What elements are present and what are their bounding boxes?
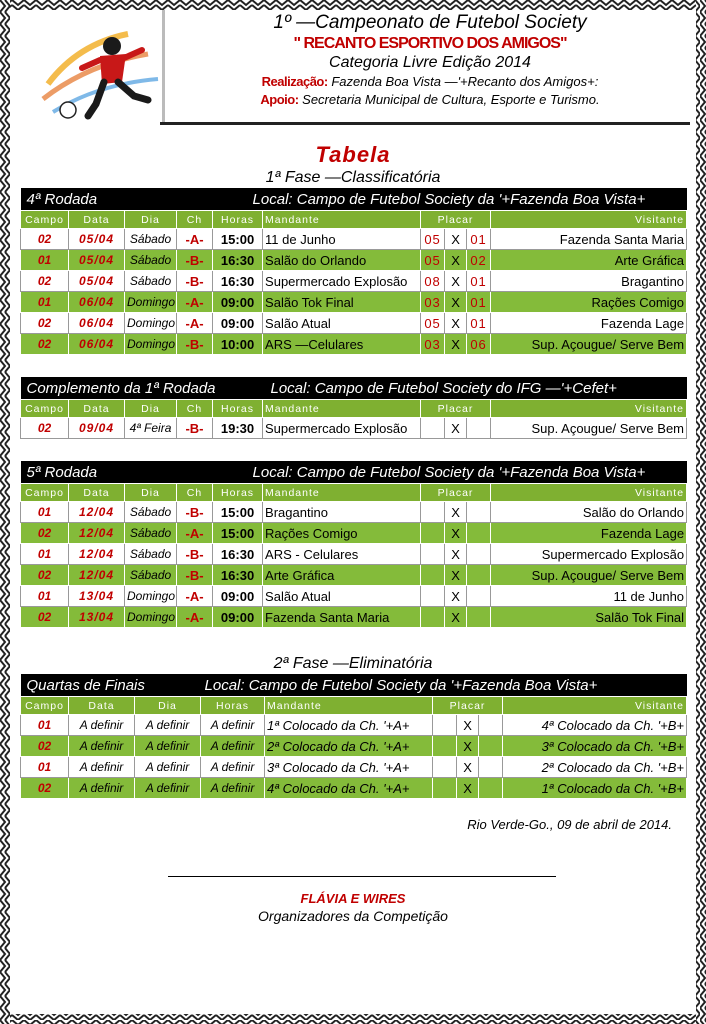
support-line: [170, 91, 690, 109]
cell-dia: 4ª Feira: [125, 418, 177, 439]
cell-hora: 16:30: [213, 544, 263, 565]
col-campo: Campo: [21, 211, 69, 229]
header-text: [170, 12, 690, 109]
match-row: [21, 544, 687, 565]
cell-g2: [479, 715, 503, 736]
cell-visitante: Fazenda Lage: [491, 313, 687, 334]
col-dia: Dia: [125, 400, 177, 418]
cell-visitante: Supermercado Explosão: [491, 544, 687, 565]
cell-ch: -B-: [177, 418, 213, 439]
col-horas: Horas: [213, 484, 263, 502]
round-name: 5ª Rodada: [21, 461, 213, 484]
cell-campo: 01: [21, 250, 69, 271]
cell-campo: 02: [21, 313, 69, 334]
cell-g1: [433, 736, 457, 757]
col-ch: Ch: [177, 400, 213, 418]
cell-data: 05/04: [69, 229, 125, 250]
cell-hora: 15:00: [213, 229, 263, 250]
cell-hora: 15:00: [213, 523, 263, 544]
cell-dia: Sábado: [125, 271, 177, 292]
cell-campo: 02: [21, 778, 69, 799]
cell-visitante: Bragantino: [491, 271, 687, 292]
cell-hora: 15:00: [213, 502, 263, 523]
event-name: " RECANTO ESPORTIVO DOS AMIGOS": [293, 35, 567, 52]
cell-campo: 01: [21, 292, 69, 313]
cell-ch: -A-: [177, 523, 213, 544]
cell-g1: 03: [421, 292, 445, 313]
cell-data: A definir: [69, 757, 135, 778]
cell-g2: [467, 544, 491, 565]
cell-data: 06/04: [69, 313, 125, 334]
cell-g2: 02: [467, 250, 491, 271]
cell-ch: -B-: [177, 502, 213, 523]
col-mandante: Mandante: [263, 400, 421, 418]
cell-visitante: Salão Tok Final: [491, 607, 687, 628]
cell-mandante: ARS —Celulares: [263, 334, 421, 355]
cell-data: 12/04: [69, 523, 125, 544]
col-data: Data: [69, 697, 135, 715]
cell-mandante: Supermercado Explosão: [263, 271, 421, 292]
cell-x: X: [457, 757, 479, 778]
cell-x: X: [457, 736, 479, 757]
match-row: [21, 757, 687, 778]
cell-ch: -B-: [177, 250, 213, 271]
cell-visitante: 11 de Junho: [491, 586, 687, 607]
cell-hora: 10:00: [213, 334, 263, 355]
col-horas: Horas: [213, 400, 263, 418]
cell-campo: 02: [21, 229, 69, 250]
cell-dia: Domingo: [125, 313, 177, 334]
col-visitante: Visitante: [491, 484, 687, 502]
cell-visitante: 2ª Colocado da Ch. '+B+: [503, 757, 687, 778]
cell-campo: 01: [21, 757, 69, 778]
cell-mandante: Rações Comigo: [263, 523, 421, 544]
cell-data: 13/04: [69, 607, 125, 628]
cell-g1: [433, 778, 457, 799]
round4-table: [20, 188, 687, 355]
col-mandante: Mandante: [265, 697, 433, 715]
cell-data: A definir: [69, 736, 135, 757]
cell-g1: 05: [421, 229, 445, 250]
col-visitante: Visitante: [491, 211, 687, 229]
cell-dia: Sábado: [125, 502, 177, 523]
col-mandante: Mandante: [263, 484, 421, 502]
realizacao-text: Fazenda Boa Vista —'+Recanto dos Amigos+:: [331, 74, 599, 89]
cell-ch: -A-: [177, 313, 213, 334]
col-dia: Dia: [125, 211, 177, 229]
col-ch: Ch: [177, 211, 213, 229]
cell-data: 05/04: [69, 250, 125, 271]
place-date: Rio Verde-Go., 09 de abril de 2014.: [467, 817, 672, 832]
match-row: [21, 250, 687, 271]
cell-dia: Sábado: [125, 544, 177, 565]
col-dia: Dia: [125, 484, 177, 502]
cell-hora: 09:00: [213, 607, 263, 628]
category-edition: Categoria Livre Edição 2014: [329, 54, 531, 71]
round-location: Local: Campo de Futebol Society do IFG —'+Cefet+: [263, 377, 687, 400]
cell-x: X: [445, 565, 467, 586]
complemento-table: [20, 377, 687, 439]
col-campo: Campo: [21, 697, 69, 715]
cell-data: 06/04: [69, 334, 125, 355]
cell-campo: 01: [21, 715, 69, 736]
cell-visitante: Fazenda Lage: [491, 523, 687, 544]
round5-table: [20, 461, 687, 628]
cell-hora: 09:00: [213, 586, 263, 607]
cell-visitante: 4ª Colocado da Ch. '+B+: [503, 715, 687, 736]
cell-x: X: [445, 250, 467, 271]
cell-x: X: [445, 292, 467, 313]
organizer-role: Organizadores da Competição: [258, 908, 448, 924]
cell-hora: A definir: [201, 757, 265, 778]
cell-data: 12/04: [69, 565, 125, 586]
col-data: Data: [69, 484, 125, 502]
cell-campo: 02: [21, 607, 69, 628]
cell-g1: 05: [421, 313, 445, 334]
cell-visitante: 3ª Colocado da Ch. '+B+: [503, 736, 687, 757]
cell-x: X: [445, 229, 467, 250]
cell-g1: [421, 544, 445, 565]
match-row: [21, 565, 687, 586]
match-row: [21, 502, 687, 523]
cell-g1: 05: [421, 250, 445, 271]
match-row: [21, 586, 687, 607]
document-page: [20, 10, 686, 1012]
cell-g1: [421, 565, 445, 586]
col-dia: Dia: [135, 697, 201, 715]
col-data: Data: [69, 211, 125, 229]
col-visitante: Visitante: [503, 697, 687, 715]
round-location: Local: Campo de Futebol Society da '+Fazenda Boa Vista+: [201, 674, 687, 697]
cell-hora: 09:00: [213, 313, 263, 334]
cell-mandante: Bragantino: [263, 502, 421, 523]
cell-x: X: [445, 523, 467, 544]
cell-data: 12/04: [69, 544, 125, 565]
cell-g2: [467, 607, 491, 628]
cell-hora: 16:30: [213, 565, 263, 586]
cell-g1: 03: [421, 334, 445, 355]
cell-data: 09/04: [69, 418, 125, 439]
match-row: [21, 292, 687, 313]
cell-g1: [421, 586, 445, 607]
cell-g2: [467, 502, 491, 523]
cell-g2: [467, 523, 491, 544]
cell-g2: [467, 418, 491, 439]
cell-dia: Domingo: [125, 607, 177, 628]
cell-g2: [467, 586, 491, 607]
apoio-label: Apoio:: [260, 92, 299, 107]
cell-x: X: [445, 544, 467, 565]
quartas-table: [20, 674, 687, 799]
cell-visitante: 1ª Colocado da Ch. '+B+: [503, 778, 687, 799]
match-row: [21, 778, 687, 799]
cell-g2: 01: [467, 271, 491, 292]
cell-visitante: Rações Comigo: [491, 292, 687, 313]
match-row: [21, 418, 687, 439]
cell-g2: [479, 757, 503, 778]
round-location: Local: Campo de Futebol Society da '+Fazenda Boa Vista+: [213, 188, 687, 211]
cell-dia: Sábado: [125, 523, 177, 544]
cell-campo: 02: [21, 334, 69, 355]
cell-mandante: Arte Gráfica: [263, 565, 421, 586]
cell-x: X: [445, 271, 467, 292]
cell-hora: A definir: [201, 736, 265, 757]
col-horas: Horas: [201, 697, 265, 715]
cell-ch: -A-: [177, 229, 213, 250]
cell-data: 06/04: [69, 292, 125, 313]
round-name: Quartas de Finais: [21, 674, 201, 697]
col-campo: Campo: [21, 400, 69, 418]
cell-mandante: Salão Atual: [263, 586, 421, 607]
championship-title: 1º —Campeonato de Futebol Society: [273, 12, 587, 33]
header-rule: [160, 122, 690, 125]
col-placar: Placar: [433, 697, 503, 715]
match-row: [21, 313, 687, 334]
cell-visitante: Sup. Açougue/ Serve Bem: [491, 334, 687, 355]
cell-x: X: [457, 715, 479, 736]
cell-x: X: [445, 586, 467, 607]
cell-g2: 01: [467, 292, 491, 313]
col-data: Data: [69, 400, 125, 418]
cell-dia: Domingo: [125, 586, 177, 607]
cell-dia: A definir: [135, 757, 201, 778]
organizer-line: [170, 73, 690, 91]
col-horas: Horas: [213, 211, 263, 229]
cell-mandante: 4ª Colocado da Ch. '+A+: [265, 778, 433, 799]
cell-visitante: Sup. Açougue/ Serve Bem: [491, 565, 687, 586]
cell-g1: [433, 715, 457, 736]
cell-g2: [479, 778, 503, 799]
cell-g2: [479, 736, 503, 757]
cell-dia: Sábado: [125, 229, 177, 250]
cell-g2: [467, 565, 491, 586]
cell-hora: 16:30: [213, 271, 263, 292]
cell-dia: Sábado: [125, 565, 177, 586]
col-mandante: Mandante: [263, 211, 421, 229]
cell-campo: 02: [21, 418, 69, 439]
cell-visitante: Fazenda Santa Maria: [491, 229, 687, 250]
cell-ch: -B-: [177, 565, 213, 586]
cell-hora: A definir: [201, 715, 265, 736]
cell-ch: -B-: [177, 334, 213, 355]
signature-line: [168, 876, 556, 877]
soccer-player-logo-icon: [38, 24, 168, 122]
col-placar: Placar: [421, 400, 491, 418]
cell-x: X: [445, 607, 467, 628]
cell-campo: 02: [21, 271, 69, 292]
match-row: [21, 607, 687, 628]
cell-hora: 19:30: [213, 418, 263, 439]
cell-x: X: [445, 502, 467, 523]
cell-mandante: Fazenda Santa Maria: [263, 607, 421, 628]
page-title: Tabela: [315, 142, 391, 167]
cell-mandante: 11 de Junho: [263, 229, 421, 250]
cell-hora: 16:30: [213, 250, 263, 271]
cell-mandante: Salão Atual: [263, 313, 421, 334]
match-row: [21, 334, 687, 355]
match-row: [21, 715, 687, 736]
cell-visitante: Arte Gráfica: [491, 250, 687, 271]
cell-dia: A definir: [135, 736, 201, 757]
cell-hora: 09:00: [213, 292, 263, 313]
cell-data: 05/04: [69, 271, 125, 292]
cell-campo: 01: [21, 586, 69, 607]
cell-data: 13/04: [69, 586, 125, 607]
header: [20, 10, 686, 122]
round-name: 4ª Rodada: [21, 188, 213, 211]
cell-ch: -A-: [177, 292, 213, 313]
apoio-text: Secretaria Municipal de Cultura, Esporte e Turismo.: [302, 92, 600, 107]
cell-mandante: Supermercado Explosão: [263, 418, 421, 439]
cell-g1: [421, 418, 445, 439]
cell-x: X: [457, 778, 479, 799]
cell-dia: A definir: [135, 715, 201, 736]
cell-g2: 06: [467, 334, 491, 355]
cell-mandante: 2ª Colocado da Ch. '+A+: [265, 736, 433, 757]
round-name: Complemento da 1ª Rodada: [21, 377, 263, 400]
match-row: [21, 229, 687, 250]
cell-g1: 08: [421, 271, 445, 292]
col-placar: Placar: [421, 211, 491, 229]
phase1-title: 1ª Fase —Classificatória: [265, 169, 441, 186]
realizacao-label: Realização:: [261, 74, 328, 89]
match-row: [21, 271, 687, 292]
cell-campo: 02: [21, 565, 69, 586]
round-location: Local: Campo de Futebol Society da '+Fazenda Boa Vista+: [213, 461, 687, 484]
cell-ch: -B-: [177, 271, 213, 292]
cell-data: 12/04: [69, 502, 125, 523]
cell-x: X: [445, 418, 467, 439]
organizer-names: FLÁVIA E WIRES: [300, 891, 406, 906]
cell-g1: [421, 607, 445, 628]
cell-g1: [433, 757, 457, 778]
cell-mandante: Salão do Orlando: [263, 250, 421, 271]
cell-mandante: Salão Tok Final: [263, 292, 421, 313]
cell-campo: 01: [21, 544, 69, 565]
match-row: [21, 736, 687, 757]
cell-visitante: Salão do Orlando: [491, 502, 687, 523]
cell-dia: Domingo: [125, 334, 177, 355]
col-ch: Ch: [177, 484, 213, 502]
cell-g2: 01: [467, 229, 491, 250]
col-placar: Placar: [421, 484, 491, 502]
phase2-title: 2ª Fase —Eliminatória: [273, 655, 433, 672]
col-visitante: Visitante: [491, 400, 687, 418]
cell-campo: 02: [21, 523, 69, 544]
cell-mandante: 3ª Colocado da Ch. '+A+: [265, 757, 433, 778]
header-divider: [162, 10, 165, 122]
cell-dia: A definir: [135, 778, 201, 799]
cell-g2: 01: [467, 313, 491, 334]
cell-hora: A definir: [201, 778, 265, 799]
cell-x: X: [445, 313, 467, 334]
cell-campo: 02: [21, 736, 69, 757]
cell-dia: Domingo: [125, 292, 177, 313]
cell-campo: 01: [21, 502, 69, 523]
cell-mandante: ARS - Celulares: [263, 544, 421, 565]
col-campo: Campo: [21, 484, 69, 502]
cell-ch: -B-: [177, 544, 213, 565]
cell-ch: -A-: [177, 607, 213, 628]
cell-data: A definir: [69, 715, 135, 736]
cell-ch: -A-: [177, 586, 213, 607]
cell-mandante: 1ª Colocado da Ch. '+A+: [265, 715, 433, 736]
cell-g1: [421, 523, 445, 544]
cell-data: A definir: [69, 778, 135, 799]
cell-dia: Sábado: [125, 250, 177, 271]
cell-g1: [421, 502, 445, 523]
cell-x: X: [445, 334, 467, 355]
cell-visitante: Sup. Açougue/ Serve Bem: [491, 418, 687, 439]
match-row: [21, 523, 687, 544]
